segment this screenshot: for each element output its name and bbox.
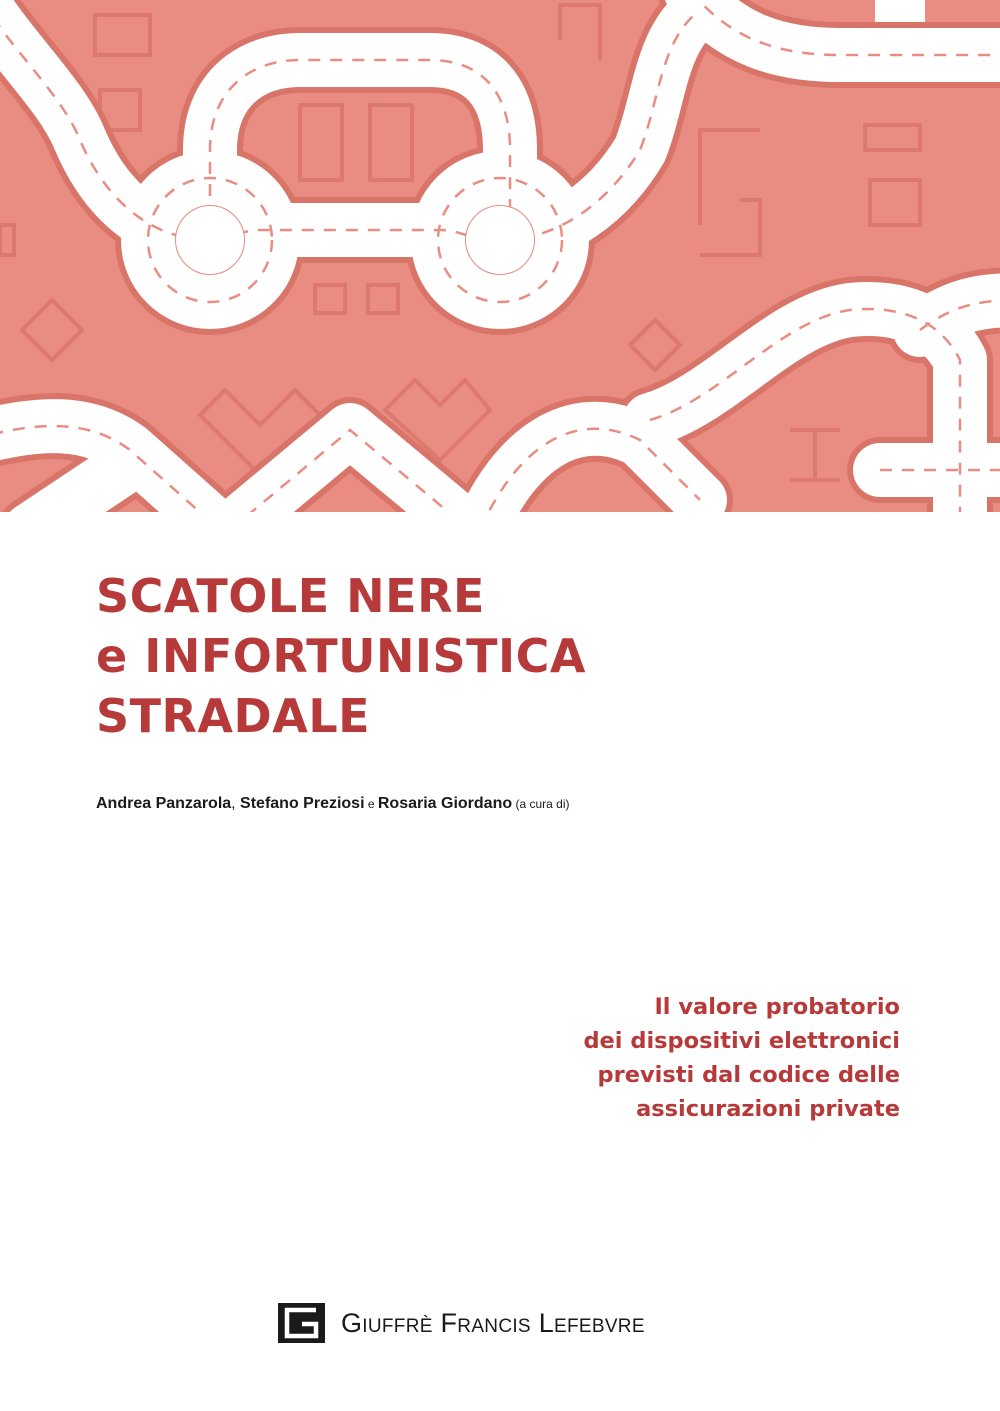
title-line: SCATOLE NERE [96, 569, 485, 623]
cover-illustration [0, 0, 1000, 512]
title-line: STRADALE [96, 689, 371, 743]
subtitle-line: Il valore probatorio [654, 994, 900, 1020]
square-bracket-logo-icon [278, 1303, 325, 1343]
title-line: e INFORTUNISTICA [96, 629, 587, 683]
book-title [96, 566, 586, 746]
editor-note: (a cura di) [512, 797, 570, 811]
author-name: Andrea Panzarola [96, 795, 232, 812]
publisher-name: Giuffrè Francis Lefebvre [341, 1307, 645, 1338]
publisher-block [278, 1303, 645, 1343]
subtitle-line: dei dispositivi elettronici [583, 1028, 900, 1054]
subtitle-line: assicurazioni private [636, 1096, 900, 1122]
subtitle-line: previsti dal codice delle [597, 1062, 900, 1088]
author-name: Rosaria Giordano [377, 795, 513, 812]
road-marker [875, 0, 925, 22]
author-name: Stefano Preziosi [240, 795, 365, 812]
author-line [96, 795, 569, 813]
book-subtitle [583, 990, 900, 1126]
author-separator: , [231, 795, 241, 812]
author-separator: e [364, 797, 378, 811]
